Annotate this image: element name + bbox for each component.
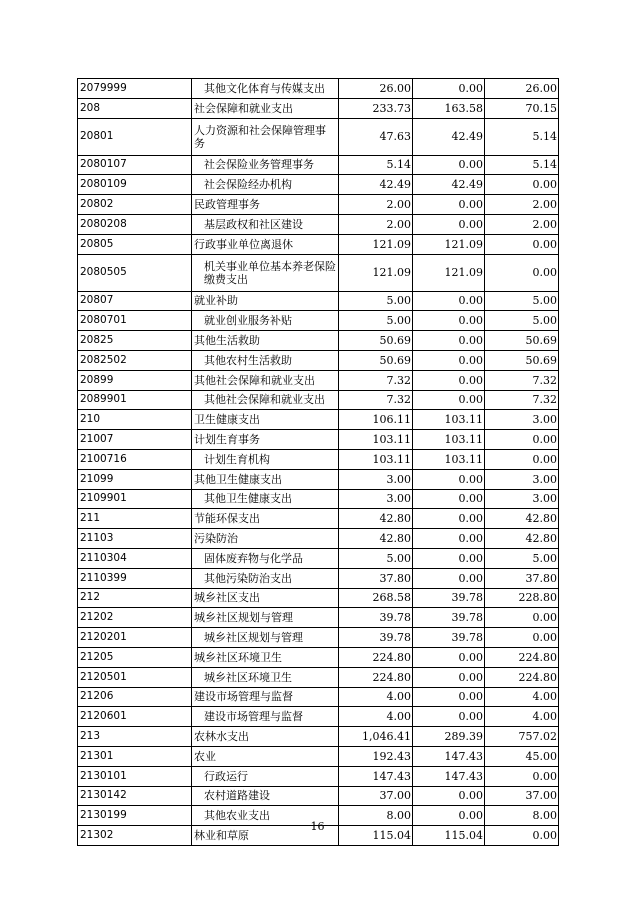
table-row — [78, 430, 559, 450]
project-expenditure-cell: 70.15 — [485, 98, 559, 118]
basic-expenditure-cell: 0.00 — [413, 786, 485, 806]
project-expenditure-cell: 4.00 — [485, 687, 559, 707]
code-cell: 20801 — [78, 118, 192, 155]
basic-expenditure-cell: 0.00 — [413, 469, 485, 489]
basic-expenditure-cell: 103.11 — [413, 449, 485, 469]
project-expenditure-cell: 228.80 — [485, 588, 559, 608]
name-cell: 其他文化体育与传媒支出 — [192, 79, 339, 99]
basic-expenditure-cell: 0.00 — [413, 291, 485, 311]
table-row — [78, 727, 559, 747]
project-expenditure-cell: 50.69 — [485, 350, 559, 370]
total-cell: 147.43 — [339, 766, 413, 786]
name-cell: 农业 — [192, 746, 339, 766]
total-cell: 103.11 — [339, 449, 413, 469]
name-cell: 计划生育机构 — [192, 449, 339, 469]
name-cell: 林业和草原 — [192, 826, 339, 846]
name-cell: 人力资源和社会保障管理事务 — [192, 118, 339, 155]
basic-expenditure-cell: 0.00 — [413, 350, 485, 370]
basic-expenditure-cell: 147.43 — [413, 746, 485, 766]
basic-expenditure-cell: 0.00 — [413, 155, 485, 175]
total-cell: 50.69 — [339, 350, 413, 370]
name-cell: 基层政权和社区建设 — [192, 214, 339, 234]
name-cell: 行政运行 — [192, 766, 339, 786]
total-cell: 4.00 — [339, 687, 413, 707]
basic-expenditure-cell: 0.00 — [413, 311, 485, 331]
table-row — [78, 214, 559, 234]
code-cell: 2109901 — [78, 489, 192, 509]
project-expenditure-cell: 0.00 — [485, 826, 559, 846]
project-expenditure-cell: 45.00 — [485, 746, 559, 766]
project-expenditure-cell: 0.00 — [485, 766, 559, 786]
total-cell: 268.58 — [339, 588, 413, 608]
project-expenditure-cell: 42.80 — [485, 509, 559, 529]
basic-expenditure-cell: 103.11 — [413, 410, 485, 430]
project-expenditure-cell: 4.00 — [485, 707, 559, 727]
basic-expenditure-cell: 0.00 — [413, 667, 485, 687]
code-cell: 20802 — [78, 195, 192, 215]
total-cell: 121.09 — [339, 254, 413, 291]
table-row — [78, 175, 559, 195]
project-expenditure-cell: 2.00 — [485, 195, 559, 215]
code-cell: 21099 — [78, 469, 192, 489]
total-cell: 3.00 — [339, 469, 413, 489]
project-expenditure-cell: 3.00 — [485, 410, 559, 430]
code-cell: 21007 — [78, 430, 192, 450]
total-cell: 47.63 — [339, 118, 413, 155]
basic-expenditure-cell: 121.09 — [413, 234, 485, 254]
table-row — [78, 195, 559, 215]
name-cell: 城乡社区规划与管理 — [192, 628, 339, 648]
total-cell: 5.14 — [339, 155, 413, 175]
budget-table — [77, 78, 559, 846]
code-cell: 2130101 — [78, 766, 192, 786]
basic-expenditure-cell: 39.78 — [413, 628, 485, 648]
project-expenditure-cell: 7.32 — [485, 390, 559, 410]
total-cell: 42.49 — [339, 175, 413, 195]
project-expenditure-cell: 8.00 — [485, 806, 559, 826]
code-cell: 2130199 — [78, 806, 192, 826]
project-expenditure-cell: 0.00 — [485, 608, 559, 628]
table-row — [78, 155, 559, 175]
total-cell: 2.00 — [339, 214, 413, 234]
basic-expenditure-cell: 121.09 — [413, 254, 485, 291]
total-cell: 5.00 — [339, 291, 413, 311]
total-cell: 42.80 — [339, 529, 413, 549]
table-row — [78, 746, 559, 766]
name-cell: 社会保障和就业支出 — [192, 98, 339, 118]
name-cell: 卫生健康支出 — [192, 410, 339, 430]
total-cell: 5.00 — [339, 311, 413, 331]
basic-expenditure-cell: 0.00 — [413, 79, 485, 99]
project-expenditure-cell: 5.00 — [485, 291, 559, 311]
basic-expenditure-cell: 42.49 — [413, 118, 485, 155]
total-cell: 3.00 — [339, 489, 413, 509]
table-row — [78, 390, 559, 410]
code-cell: 21103 — [78, 529, 192, 549]
project-expenditure-cell: 26.00 — [485, 79, 559, 99]
total-cell: 192.43 — [339, 746, 413, 766]
project-expenditure-cell: 3.00 — [485, 489, 559, 509]
total-cell: 106.11 — [339, 410, 413, 430]
project-expenditure-cell: 0.00 — [485, 449, 559, 469]
name-cell: 节能环保支出 — [192, 509, 339, 529]
total-cell: 115.04 — [339, 826, 413, 846]
table-row — [78, 469, 559, 489]
table-body — [78, 79, 559, 846]
name-cell: 建设市场管理与监督 — [192, 707, 339, 727]
table-row — [78, 786, 559, 806]
project-expenditure-cell: 0.00 — [485, 254, 559, 291]
name-cell: 行政事业单位离退休 — [192, 234, 339, 254]
total-cell: 8.00 — [339, 806, 413, 826]
name-cell: 城乡社区环境卫生 — [192, 667, 339, 687]
name-cell: 其他卫生健康支出 — [192, 489, 339, 509]
project-expenditure-cell: 2.00 — [485, 214, 559, 234]
total-cell: 233.73 — [339, 98, 413, 118]
table-row — [78, 98, 559, 118]
code-cell: 2120601 — [78, 707, 192, 727]
table-row — [78, 234, 559, 254]
table-row — [78, 529, 559, 549]
basic-expenditure-cell: 0.00 — [413, 390, 485, 410]
table-row — [78, 370, 559, 390]
code-cell: 2130142 — [78, 786, 192, 806]
code-cell: 2080701 — [78, 311, 192, 331]
total-cell: 5.00 — [339, 548, 413, 568]
basic-expenditure-cell: 289.39 — [413, 727, 485, 747]
table-row — [78, 118, 559, 155]
table-row — [78, 628, 559, 648]
total-cell: 26.00 — [339, 79, 413, 99]
table-row — [78, 331, 559, 351]
page-number: 16 — [310, 820, 325, 833]
basic-expenditure-cell: 0.00 — [413, 707, 485, 727]
name-cell: 就业创业服务补贴 — [192, 311, 339, 331]
table-row — [78, 489, 559, 509]
project-expenditure-cell: 42.80 — [485, 529, 559, 549]
total-cell: 1,046.41 — [339, 727, 413, 747]
table-row — [78, 254, 559, 291]
code-cell: 2082502 — [78, 350, 192, 370]
basic-expenditure-cell: 103.11 — [413, 430, 485, 450]
total-cell: 39.78 — [339, 628, 413, 648]
table-row — [78, 449, 559, 469]
project-expenditure-cell: 224.80 — [485, 647, 559, 667]
name-cell: 其他生活救助 — [192, 331, 339, 351]
name-cell: 农林水支出 — [192, 727, 339, 747]
basic-expenditure-cell: 0.00 — [413, 806, 485, 826]
name-cell: 城乡社区规划与管理 — [192, 608, 339, 628]
project-expenditure-cell: 5.14 — [485, 118, 559, 155]
table-row — [78, 588, 559, 608]
basic-expenditure-cell: 163.58 — [413, 98, 485, 118]
table-row — [78, 79, 559, 99]
total-cell: 4.00 — [339, 707, 413, 727]
basic-expenditure-cell: 0.00 — [413, 548, 485, 568]
total-cell: 224.80 — [339, 647, 413, 667]
code-cell: 21202 — [78, 608, 192, 628]
project-expenditure-cell: 224.80 — [485, 667, 559, 687]
project-expenditure-cell: 37.00 — [485, 786, 559, 806]
basic-expenditure-cell: 0.00 — [413, 370, 485, 390]
name-cell: 城乡社区支出 — [192, 588, 339, 608]
table-row — [78, 687, 559, 707]
table-row — [78, 766, 559, 786]
total-cell: 7.32 — [339, 370, 413, 390]
table-row — [78, 311, 559, 331]
basic-expenditure-cell: 0.00 — [413, 195, 485, 215]
name-cell: 农村道路建设 — [192, 786, 339, 806]
basic-expenditure-cell: 147.43 — [413, 766, 485, 786]
project-expenditure-cell: 5.00 — [485, 548, 559, 568]
name-cell: 民政管理事务 — [192, 195, 339, 215]
basic-expenditure-cell: 115.04 — [413, 826, 485, 846]
code-cell: 20805 — [78, 234, 192, 254]
code-cell: 20825 — [78, 331, 192, 351]
total-cell: 224.80 — [339, 667, 413, 687]
name-cell: 其他社会保障和就业支出 — [192, 390, 339, 410]
basic-expenditure-cell: 0.00 — [413, 331, 485, 351]
name-cell: 其他社会保障和就业支出 — [192, 370, 339, 390]
code-cell: 2079999 — [78, 79, 192, 99]
name-cell: 城乡社区环境卫生 — [192, 647, 339, 667]
project-expenditure-cell: 0.00 — [485, 430, 559, 450]
table-row — [78, 667, 559, 687]
code-cell: 208 — [78, 98, 192, 118]
code-cell: 210 — [78, 410, 192, 430]
table-row — [78, 410, 559, 430]
name-cell: 固体废弃物与化学品 — [192, 548, 339, 568]
code-cell: 2080505 — [78, 254, 192, 291]
code-cell: 21206 — [78, 687, 192, 707]
code-cell: 2080208 — [78, 214, 192, 234]
code-cell: 2120501 — [78, 667, 192, 687]
project-expenditure-cell: 757.02 — [485, 727, 559, 747]
name-cell: 污染防治 — [192, 529, 339, 549]
name-cell: 计划生育事务 — [192, 430, 339, 450]
total-cell: 39.78 — [339, 608, 413, 628]
code-cell: 20899 — [78, 370, 192, 390]
code-cell: 2080107 — [78, 155, 192, 175]
total-cell: 2.00 — [339, 195, 413, 215]
total-cell: 121.09 — [339, 234, 413, 254]
project-expenditure-cell: 37.80 — [485, 568, 559, 588]
total-cell: 50.69 — [339, 331, 413, 351]
project-expenditure-cell: 5.14 — [485, 155, 559, 175]
name-cell: 建设市场管理与监督 — [192, 687, 339, 707]
project-expenditure-cell: 0.00 — [485, 234, 559, 254]
project-expenditure-cell: 5.00 — [485, 311, 559, 331]
basic-expenditure-cell: 0.00 — [413, 529, 485, 549]
code-cell: 2120201 — [78, 628, 192, 648]
basic-expenditure-cell: 39.78 — [413, 608, 485, 628]
name-cell: 就业补助 — [192, 291, 339, 311]
table-row — [78, 548, 559, 568]
basic-expenditure-cell: 0.00 — [413, 647, 485, 667]
code-cell: 2080109 — [78, 175, 192, 195]
name-cell: 社会保险经办机构 — [192, 175, 339, 195]
table-row — [78, 350, 559, 370]
basic-expenditure-cell: 0.00 — [413, 509, 485, 529]
code-cell: 20807 — [78, 291, 192, 311]
name-cell: 社会保险业务管理事务 — [192, 155, 339, 175]
name-cell: 其他卫生健康支出 — [192, 469, 339, 489]
code-cell: 212 — [78, 588, 192, 608]
project-expenditure-cell: 0.00 — [485, 175, 559, 195]
total-cell: 37.80 — [339, 568, 413, 588]
basic-expenditure-cell: 42.49 — [413, 175, 485, 195]
table-row — [78, 608, 559, 628]
code-cell: 2110304 — [78, 548, 192, 568]
name-cell: 其他污染防治支出 — [192, 568, 339, 588]
code-cell: 211 — [78, 509, 192, 529]
code-cell: 213 — [78, 727, 192, 747]
table-row — [78, 568, 559, 588]
table-row — [78, 291, 559, 311]
basic-expenditure-cell: 0.00 — [413, 214, 485, 234]
project-expenditure-cell: 50.69 — [485, 331, 559, 351]
code-cell: 21205 — [78, 647, 192, 667]
basic-expenditure-cell: 39.78 — [413, 588, 485, 608]
code-cell: 2089901 — [78, 390, 192, 410]
name-cell: 其他农村生活救助 — [192, 350, 339, 370]
basic-expenditure-cell: 0.00 — [413, 489, 485, 509]
total-cell: 103.11 — [339, 430, 413, 450]
table-row — [78, 509, 559, 529]
project-expenditure-cell: 3.00 — [485, 469, 559, 489]
basic-expenditure-cell: 0.00 — [413, 568, 485, 588]
project-expenditure-cell: 0.00 — [485, 628, 559, 648]
basic-expenditure-cell: 0.00 — [413, 687, 485, 707]
code-cell: 2110399 — [78, 568, 192, 588]
total-cell: 7.32 — [339, 390, 413, 410]
table-row — [78, 647, 559, 667]
code-cell: 2100716 — [78, 449, 192, 469]
total-cell: 42.80 — [339, 509, 413, 529]
project-expenditure-cell: 7.32 — [485, 370, 559, 390]
table-row — [78, 707, 559, 727]
code-cell: 21302 — [78, 826, 192, 846]
total-cell: 37.00 — [339, 786, 413, 806]
code-cell: 21301 — [78, 746, 192, 766]
name-cell: 其他农业支出 — [192, 806, 339, 826]
name-cell: 机关事业单位基本养老保险缴费支出 — [192, 254, 339, 291]
